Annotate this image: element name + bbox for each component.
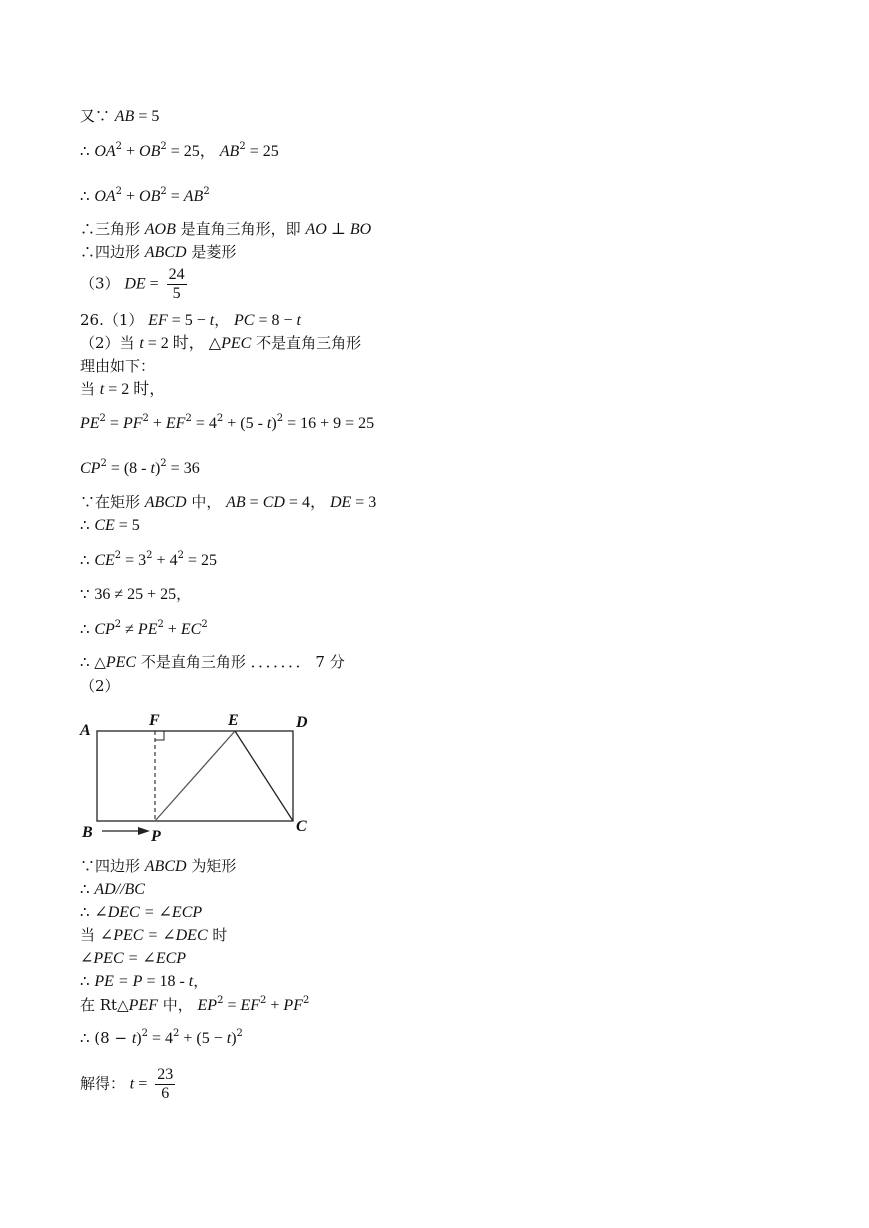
line-5: ∴四边形 ABCD 是菱形 — [80, 243, 237, 261]
label-c: C — [296, 818, 307, 835]
line-4: ∴三角形 AOB 是直角三角形，即 AO ⊥ BO — [80, 220, 372, 238]
line-24: ∠PEC = ∠ECP — [80, 950, 187, 967]
line-21: ∴ AD//BC — [80, 880, 145, 898]
line-11: $PE^2 = PF^2 + EF^2 = 4^2 + (5 - t)^2 = 16 + 9 = 25$ — [80, 413, 375, 432]
line-23: 当 ∠PEC = ∠DEC 时 — [80, 926, 228, 944]
line-2: ∴ $OA^2 + OB^2 = 25$， $AB^2 = 25$ — [80, 141, 279, 160]
line-15: ∴ $CE^2 = 3^2 + 4^2 = 25$ — [80, 550, 217, 569]
rectangle-figure — [76, 706, 326, 846]
segment-ec — [235, 731, 293, 821]
line-16: ∵ 36 ≠ 25 + 25， — [80, 585, 192, 603]
line-28: 解得： t = $\frac{23}{6}$ — [80, 1066, 174, 1102]
label-b: B — [82, 824, 93, 841]
line-14: ∴ CE = 5 — [80, 516, 140, 534]
line-1: 又∵ AB = 5 — [80, 107, 160, 125]
line-10: 当 t = 2 时， — [80, 380, 166, 398]
line-6: （3） DE = $\frac{24}{5}$ — [80, 266, 185, 302]
label-p: P — [151, 828, 161, 845]
line-13: ∵在矩形 ABCD 中， AB = CD = 4， DE = 3 — [80, 493, 377, 511]
label-a: A — [80, 722, 91, 739]
line-22: ∴ ∠DEC = ∠ECP — [80, 903, 203, 921]
line-8: （2）当 t = 2 时， △PEC 不是直角三角形 — [80, 334, 362, 352]
label-f: F — [149, 712, 160, 729]
right-angle-mark — [155, 731, 164, 740]
line-20: ∵四边形 ABCD 为矩形 — [80, 857, 237, 875]
line-26: 在 Rt△PEF 中， $EP^2 = EF^2 + PF^2$ — [80, 995, 310, 1014]
line-18: ∴ △PEC 不是直角三角形 ．．．．．．． 7 分 — [80, 653, 345, 671]
motion-arrow-head — [138, 827, 150, 835]
fraction-24-5: $\frac{24}{5}$ — [168, 266, 185, 302]
line-9: 理由如下： — [80, 357, 156, 375]
fraction-23-6: $\frac{23}{6}$ — [157, 1066, 174, 1102]
line-12: $CP^2 = (8 - t)^2 = 36$ — [80, 458, 200, 477]
label-d: D — [296, 714, 308, 731]
line-17: ∴ $CP^2 \ne PE^2 + EC^2$ — [80, 619, 208, 638]
label-e: E — [228, 712, 239, 729]
line-27: ∴ $(8 - t)^2 = 4^2 + (5 - t)^2$ — [80, 1028, 243, 1047]
line-19: （2） — [80, 677, 120, 695]
line-25: ∴ PE = P = 18 - t， — [80, 972, 209, 990]
line-3: ∴ $OA^2 + OB^2 = AB^2$ — [80, 186, 210, 205]
line-7: 26.（1） EF = 5 − t， PC = 8 − t — [80, 311, 301, 329]
segment-pe — [155, 731, 235, 821]
